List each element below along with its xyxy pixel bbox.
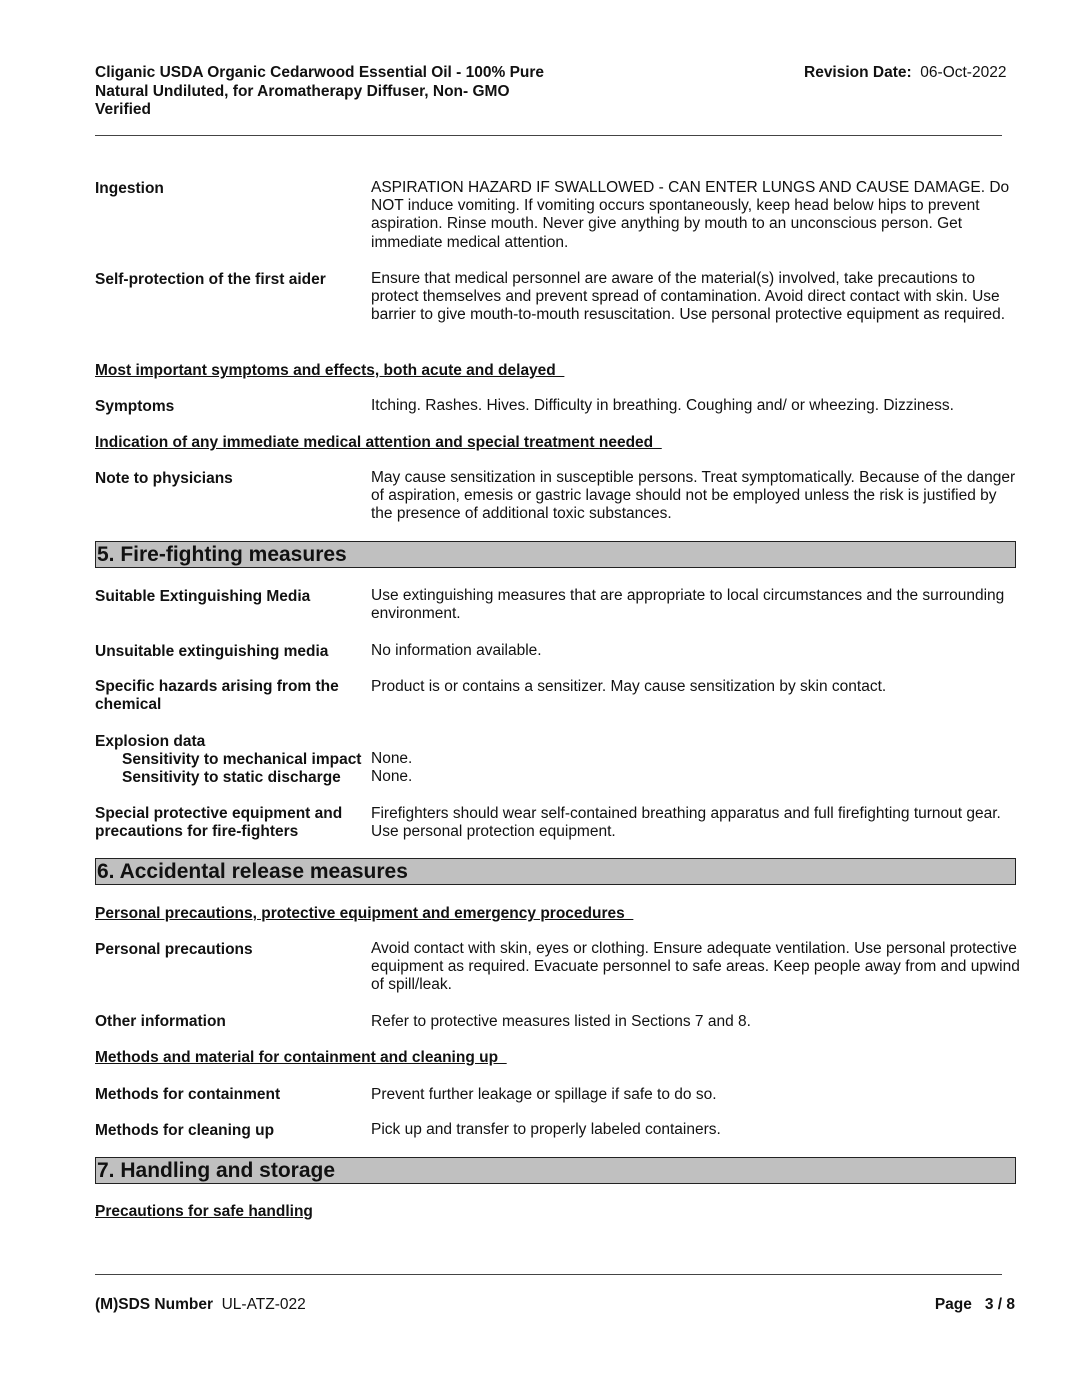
personal-precautions-label: Personal precautions xyxy=(95,941,253,958)
self-protection-text: Ensure that medical personnel are aware of the material(s) involved, take precautions to protect themselves and prevent spread of contamination. Avoid direct contact with skin. Use barrier to give mouth-to-mouth resuscitation. Use personal protective equipment as required. xyxy=(371,270,1006,324)
containment-label: Methods for containment xyxy=(95,1086,281,1103)
other-information-text: Refer to protective measures listed in Sections 7 and 8. xyxy=(371,1013,751,1030)
header-divider xyxy=(95,135,1002,136)
personal-precautions-heading: Personal precautions, protective equipment and emergency procedures xyxy=(95,905,634,922)
symptoms-text: Itching. Rashes. Hives. Difficulty in breathing. Coughing and/ or wheezing. Dizziness. xyxy=(371,397,954,414)
note-to-physicians-text: May cause sensitization in susceptible persons. Treat symptomatically. Because of the danger of aspiration, emesis or gastric lavage should not be employed unless the risk is justified by the presence of additional toxic substances. xyxy=(371,469,1016,523)
sds-number-label: (M)SDS Number xyxy=(95,1296,213,1313)
revision-date xyxy=(804,64,1006,83)
cleaning-up-label: Methods for cleaning up xyxy=(95,1122,275,1139)
symptoms-heading: Most important symptoms and effects, both acute and delayed xyxy=(95,362,565,379)
containment-text: Prevent further leakage or spillage if safe to do so. xyxy=(371,1086,717,1103)
section-7-title: 7. Handling and storage xyxy=(95,1157,1016,1184)
sds-number-value: UL-ATZ-022 xyxy=(221,1296,306,1313)
note-to-physicians-label: Note to physicians xyxy=(95,470,233,487)
mechanical-impact-value: None. xyxy=(371,750,413,767)
revision-date-value: 06-Oct-2022 xyxy=(920,64,1007,81)
cleaning-up-text: Pick up and transfer to properly labeled containers. xyxy=(371,1121,721,1138)
safe-handling-heading: Precautions for safe handling xyxy=(95,1203,313,1220)
ingestion-label: Ingestion xyxy=(95,180,164,197)
static-discharge-label: Sensitivity to static discharge xyxy=(122,769,341,786)
ingestion-text: ASPIRATION HAZARD IF SWALLOWED - CAN ENTER LUNGS AND CAUSE DAMAGE. Do NOT induce vomiting. If vomiting occurs spontaneously, keep head below hips to prevent aspiration. Rinse mouth. Never give anything by mouth to an unconscious person. Get immediate medical attention. xyxy=(371,179,1010,251)
unsuitable-media-text: No information available. xyxy=(371,642,542,659)
explosion-data-label: Explosion data xyxy=(95,733,206,750)
footer-divider xyxy=(95,1274,1002,1275)
other-information-label: Other information xyxy=(95,1013,226,1030)
symptoms-label: Symptoms xyxy=(95,398,175,415)
methods-heading: Methods and material for containment and cleaning up xyxy=(95,1049,507,1066)
page-value: 3 / 8 xyxy=(984,1296,1015,1313)
page-number xyxy=(935,1296,1015,1314)
unsuitable-media-label: Unsuitable extinguishing media xyxy=(95,643,329,660)
static-discharge-value: None. xyxy=(371,768,413,785)
page-label: Page xyxy=(934,1296,972,1313)
suitable-media-label: Suitable Extinguishing Media xyxy=(95,588,311,605)
special-equipment-label: Special protective equipment and precautions for fire-fighters xyxy=(95,805,343,840)
personal-precautions-text: Avoid contact with skin, eyes or clothing. Ensure adequate ventilation. Use personal protective equipment as required. Evacuate personnel to safe areas. Keep people away from and upwind of spill/leak. xyxy=(371,940,1020,994)
special-equipment-text: Firefighters should wear self-contained breathing apparatus and full firefighting turnout gear. Use personal protection equipment. xyxy=(371,805,1001,841)
self-protection-label: Self-protection of the first aider xyxy=(95,271,326,288)
section-6-title: 6. Accidental release measures xyxy=(95,858,1016,885)
section-5-title: 5. Fire-fighting measures xyxy=(95,541,1016,568)
sds-number xyxy=(95,1296,306,1314)
specific-hazards-label: Specific hazards arising from the chemical xyxy=(95,678,339,713)
indication-heading: Indication of any immediate medical attention and special treatment needed xyxy=(95,434,662,451)
product-title: Cliganic USDA Organic Cedarwood Essential Oil - 100% Pure Natural Undiluted, for Aromatherapy Diffuser, Non- GMO Verified xyxy=(95,64,545,118)
suitable-media-text: Use extinguishing measures that are appropriate to local circumstances and the surrounding environment. xyxy=(371,587,1005,623)
revision-label: Revision Date: xyxy=(804,64,912,81)
mechanical-impact-label: Sensitivity to mechanical impact xyxy=(122,751,362,768)
specific-hazards-text: Product is or contains a sensitizer. May cause sensitization by skin contact. xyxy=(371,678,887,695)
